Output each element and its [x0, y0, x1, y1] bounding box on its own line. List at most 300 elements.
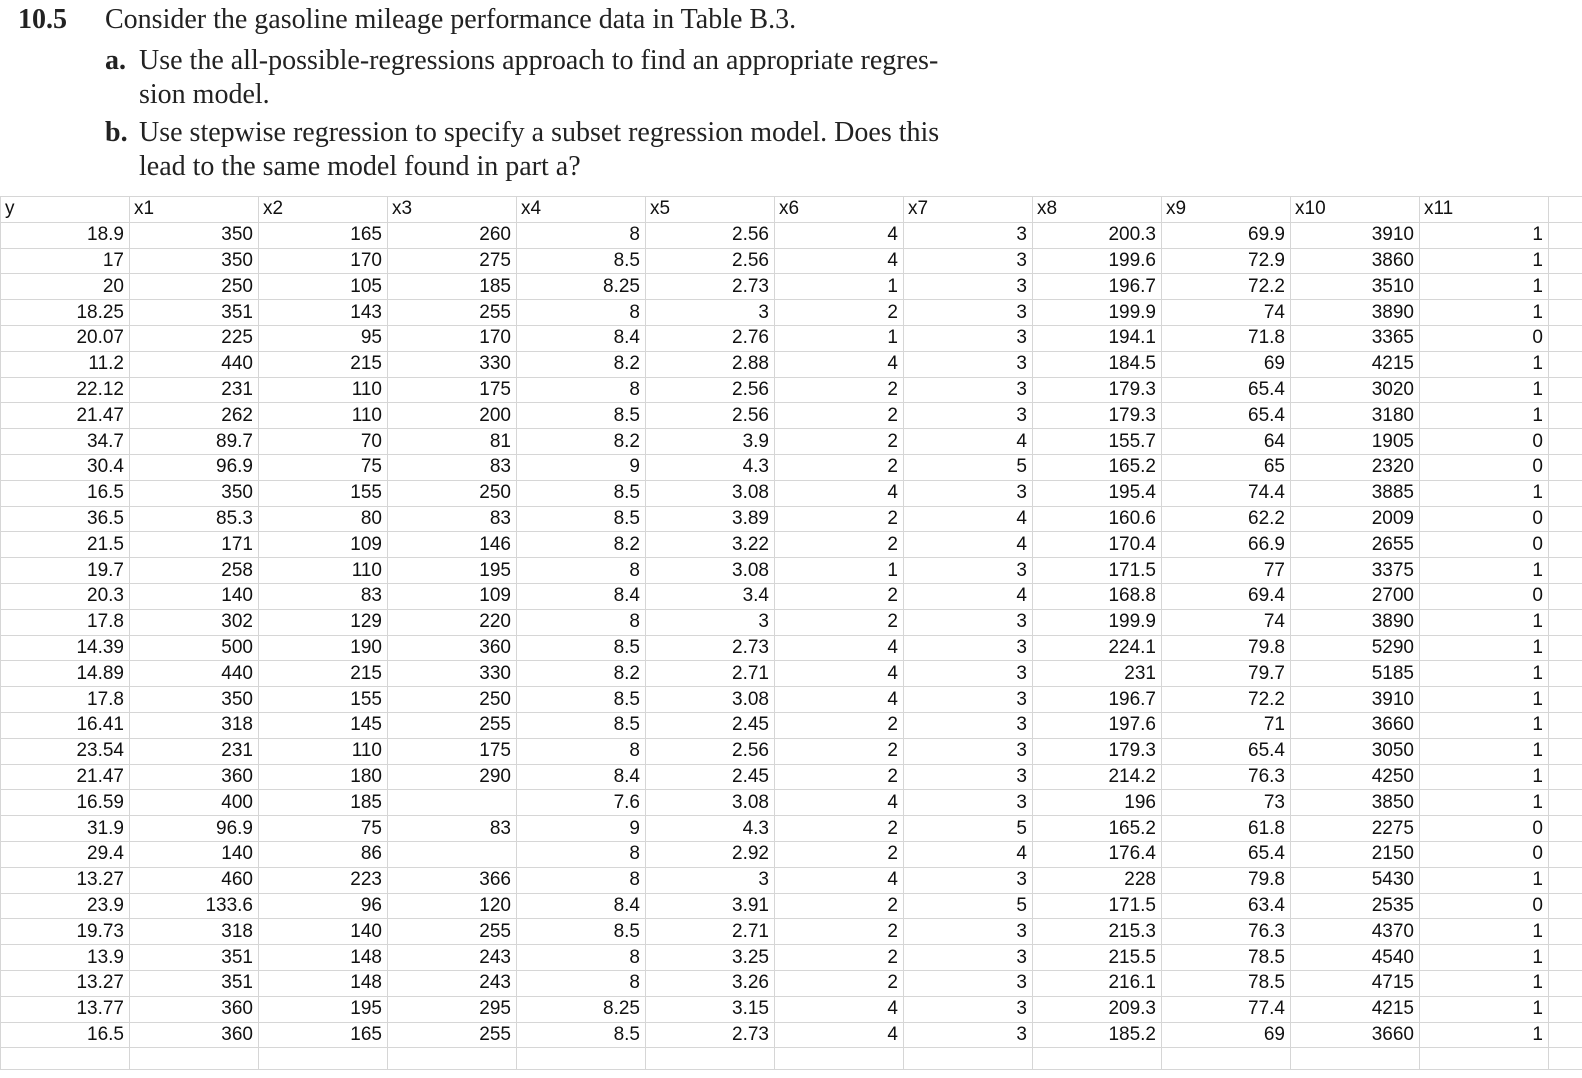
cell-y: 17.8 [1, 687, 130, 713]
cell-x4: 8.5 [517, 712, 646, 738]
part-b-text [139, 116, 1019, 184]
cell-x3: 255 [388, 300, 517, 326]
cell-x10: 3375 [1291, 558, 1420, 584]
cell-x10: 3910 [1291, 222, 1420, 248]
cell-x9: 72.2 [1162, 274, 1291, 300]
cell-y: 20 [1, 274, 130, 300]
cell-x6: 2 [775, 945, 904, 971]
cell-x11: 1 [1420, 300, 1549, 326]
cell-x2: 180 [259, 764, 388, 790]
cell-x7: 4 [904, 583, 1033, 609]
cell-x8: 214.2 [1033, 764, 1162, 790]
cell-x3: 83 [388, 506, 517, 532]
cell-x3: 255 [388, 712, 517, 738]
empty-cell [1549, 1048, 1582, 1070]
cell-x7: 3 [904, 377, 1033, 403]
empty-cell [1549, 429, 1582, 455]
cell-x4: 8.5 [517, 1022, 646, 1048]
cell-x3: 120 [388, 893, 517, 919]
cell-x4: 8.4 [517, 893, 646, 919]
cell-x10: 4715 [1291, 970, 1420, 996]
cell-x5: 2.88 [646, 351, 775, 377]
cell-x10: 3050 [1291, 738, 1420, 764]
empty-cell [1549, 635, 1582, 661]
cell-x8: 171.5 [1033, 893, 1162, 919]
cell-x1: 360 [130, 764, 259, 790]
empty-cell [1549, 222, 1582, 248]
cell-x11: 1 [1420, 351, 1549, 377]
empty-cell [1549, 893, 1582, 919]
cell-x7: 5 [904, 816, 1033, 842]
cell-x1: 440 [130, 351, 259, 377]
cell-x1: 400 [130, 790, 259, 816]
cell-y: 17.8 [1, 609, 130, 635]
cell-x10: 5290 [1291, 635, 1420, 661]
cell-x7: 3 [904, 867, 1033, 893]
cell-x11: 0 [1420, 532, 1549, 558]
cell-x10: 3890 [1291, 300, 1420, 326]
empty-cell [1549, 325, 1582, 351]
cell-x8: 165.2 [1033, 816, 1162, 842]
table-row [1, 764, 1582, 790]
cell-x4: 8 [517, 945, 646, 971]
cell-y: 21.5 [1, 532, 130, 558]
empty-cell [1549, 712, 1582, 738]
cell-x8: 160.6 [1033, 506, 1162, 532]
cell-x7: 3 [904, 558, 1033, 584]
cell-x10: 3660 [1291, 1022, 1420, 1048]
cell-x4: 8 [517, 867, 646, 893]
cell-x7: 3 [904, 945, 1033, 971]
cell-x1: 250 [130, 274, 259, 300]
cell-x1: 302 [130, 609, 259, 635]
cell-x10: 3910 [1291, 687, 1420, 713]
cell-x11: 1 [1420, 403, 1549, 429]
cell-x3: 220 [388, 609, 517, 635]
cell-x11: 1 [1420, 1022, 1549, 1048]
cell-x3 [388, 790, 517, 816]
cell-x1: 258 [130, 558, 259, 584]
cell-x8: 228 [1033, 867, 1162, 893]
cell-x8: 197.6 [1033, 712, 1162, 738]
cell-x8: 196.7 [1033, 274, 1162, 300]
cell-x8: 171.5 [1033, 558, 1162, 584]
cell-x8: 179.3 [1033, 377, 1162, 403]
cell-x5: 2.56 [646, 738, 775, 764]
cell-x6: 2 [775, 377, 904, 403]
cell-x4: 8 [517, 970, 646, 996]
cell-x6: 2 [775, 816, 904, 842]
cell-x7: 3 [904, 248, 1033, 274]
cell-x9: 69 [1162, 351, 1291, 377]
cell-x3: 83 [388, 816, 517, 842]
empty-cell [646, 1048, 775, 1070]
table-row [1, 609, 1582, 635]
cell-x7: 3 [904, 661, 1033, 687]
cell-x5: 3 [646, 867, 775, 893]
cell-x9: 61.8 [1162, 816, 1291, 842]
cell-x10: 4215 [1291, 996, 1420, 1022]
cell-x10: 1905 [1291, 429, 1420, 455]
empty-cell [1033, 1048, 1162, 1070]
cell-y: 31.9 [1, 816, 130, 842]
cell-x10: 2655 [1291, 532, 1420, 558]
cell-x10: 4540 [1291, 945, 1420, 971]
table-row [1, 583, 1582, 609]
cell-x8: 170.4 [1033, 532, 1162, 558]
cell-x2: 170 [259, 248, 388, 274]
table-row [1, 867, 1582, 893]
cell-x1: 351 [130, 945, 259, 971]
cell-x6: 4 [775, 790, 904, 816]
cell-x5: 3 [646, 609, 775, 635]
cell-y: 13.27 [1, 970, 130, 996]
cell-x6: 4 [775, 351, 904, 377]
cell-x2: 185 [259, 790, 388, 816]
table-row [1, 351, 1582, 377]
cell-x3: 109 [388, 583, 517, 609]
problem-stem: Consider the gasoline mileage performance data in Table B.3. [105, 4, 797, 35]
cell-x7: 3 [904, 970, 1033, 996]
cell-x1: 350 [130, 480, 259, 506]
cell-x11: 1 [1420, 712, 1549, 738]
cell-x6: 4 [775, 635, 904, 661]
cell-x11: 1 [1420, 274, 1549, 300]
cell-y: 16.5 [1, 1022, 130, 1048]
cell-y: 20.07 [1, 325, 130, 351]
cell-x4: 7.6 [517, 790, 646, 816]
cell-x2: 105 [259, 274, 388, 300]
cell-x1: 360 [130, 1022, 259, 1048]
table-row [1, 945, 1582, 971]
cell-x6: 2 [775, 403, 904, 429]
table-row [1, 325, 1582, 351]
cell-x2: 110 [259, 403, 388, 429]
table-row [1, 506, 1582, 532]
cell-x9: 79.7 [1162, 661, 1291, 687]
cell-x1: 96.9 [130, 816, 259, 842]
cell-x1: 85.3 [130, 506, 259, 532]
cell-x10: 4215 [1291, 351, 1420, 377]
cell-x9: 72.9 [1162, 248, 1291, 274]
cell-x3: 200 [388, 403, 517, 429]
empty-cell [1549, 454, 1582, 480]
table-row [1, 300, 1582, 326]
empty-cell [1549, 583, 1582, 609]
cell-x11: 1 [1420, 480, 1549, 506]
part-b-line-2: lead to the same model found in part a? [139, 151, 581, 182]
empty-cell [1549, 764, 1582, 790]
empty-cell [1549, 945, 1582, 971]
cell-x2: 75 [259, 816, 388, 842]
cell-y: 14.89 [1, 661, 130, 687]
cell-x9: 64 [1162, 429, 1291, 455]
cell-x8: 176.4 [1033, 841, 1162, 867]
cell-x5: 3.08 [646, 558, 775, 584]
cell-x1: 140 [130, 841, 259, 867]
cell-x6: 2 [775, 841, 904, 867]
cell-y: 21.47 [1, 403, 130, 429]
table-row [1, 377, 1582, 403]
cell-x2: 109 [259, 532, 388, 558]
cell-x2: 215 [259, 661, 388, 687]
cell-x10: 3180 [1291, 403, 1420, 429]
cell-x6: 1 [775, 274, 904, 300]
problem-statement [0, 0, 1582, 196]
table-row [1, 532, 1582, 558]
cell-x10: 3890 [1291, 609, 1420, 635]
cell-x3: 83 [388, 454, 517, 480]
cell-x3: 255 [388, 1022, 517, 1048]
empty-row [1, 1048, 1582, 1070]
cell-x2: 80 [259, 506, 388, 532]
empty-cell [1549, 919, 1582, 945]
cell-x4: 8 [517, 609, 646, 635]
cell-x8: 165.2 [1033, 454, 1162, 480]
problem-number: 10.5 [18, 4, 67, 35]
table-row [1, 790, 1582, 816]
cell-x5: 2.56 [646, 403, 775, 429]
cell-x10: 3020 [1291, 377, 1420, 403]
column-header-x4: x4 [517, 197, 646, 223]
empty-cell [1549, 506, 1582, 532]
empty-cell [1549, 274, 1582, 300]
cell-x8: 199.9 [1033, 300, 1162, 326]
cell-x4: 8 [517, 222, 646, 248]
cell-y: 11.2 [1, 351, 130, 377]
cell-x5: 3.91 [646, 893, 775, 919]
cell-x6: 2 [775, 454, 904, 480]
cell-x7: 5 [904, 454, 1033, 480]
table-body [1, 222, 1582, 1070]
cell-x3: 250 [388, 687, 517, 713]
cell-x9: 65.4 [1162, 403, 1291, 429]
table-row [1, 893, 1582, 919]
cell-y: 19.7 [1, 558, 130, 584]
empty-cell [388, 1048, 517, 1070]
cell-x10: 2700 [1291, 583, 1420, 609]
cell-x3: 81 [388, 429, 517, 455]
empty-cell [1549, 480, 1582, 506]
cell-x9: 72.2 [1162, 687, 1291, 713]
cell-x5: 3.26 [646, 970, 775, 996]
cell-x7: 4 [904, 506, 1033, 532]
cell-y: 34.7 [1, 429, 130, 455]
cell-y: 16.41 [1, 712, 130, 738]
cell-x11: 1 [1420, 635, 1549, 661]
cell-x11: 0 [1420, 816, 1549, 842]
empty-cell [1549, 403, 1582, 429]
cell-x8: 200.3 [1033, 222, 1162, 248]
cell-x2: 155 [259, 687, 388, 713]
table-row [1, 480, 1582, 506]
cell-x3: 243 [388, 970, 517, 996]
cell-x10: 3660 [1291, 712, 1420, 738]
empty-cell [1549, 377, 1582, 403]
table-row [1, 558, 1582, 584]
cell-x4: 8.5 [517, 248, 646, 274]
cell-y: 17 [1, 248, 130, 274]
cell-x2: 223 [259, 867, 388, 893]
table-row [1, 970, 1582, 996]
cell-x11: 1 [1420, 738, 1549, 764]
cell-x10: 2320 [1291, 454, 1420, 480]
cell-x9: 77 [1162, 558, 1291, 584]
cell-x5: 4.3 [646, 454, 775, 480]
cell-x5: 2.56 [646, 248, 775, 274]
cell-y: 36.5 [1, 506, 130, 532]
cell-x2: 140 [259, 919, 388, 945]
cell-x4: 8.5 [517, 480, 646, 506]
cell-y: 13.77 [1, 996, 130, 1022]
empty-cell [1549, 687, 1582, 713]
cell-x5: 3 [646, 300, 775, 326]
cell-x11: 1 [1420, 996, 1549, 1022]
cell-x3: 185 [388, 274, 517, 300]
cell-x2: 165 [259, 1022, 388, 1048]
cell-x6: 2 [775, 429, 904, 455]
cell-x4: 8.2 [517, 532, 646, 558]
cell-x5: 3.15 [646, 996, 775, 1022]
table-row [1, 919, 1582, 945]
cell-x7: 3 [904, 222, 1033, 248]
cell-x11: 1 [1420, 687, 1549, 713]
table-row [1, 635, 1582, 661]
cell-x7: 3 [904, 996, 1033, 1022]
cell-x6: 4 [775, 687, 904, 713]
empty-cell [1549, 558, 1582, 584]
cell-x6: 4 [775, 480, 904, 506]
empty-cell [1162, 1048, 1291, 1070]
cell-x6: 1 [775, 558, 904, 584]
empty-cell [1549, 841, 1582, 867]
cell-x1: 140 [130, 583, 259, 609]
cell-x7: 4 [904, 841, 1033, 867]
cell-x6: 2 [775, 764, 904, 790]
cell-x8: 216.1 [1033, 970, 1162, 996]
cell-x11: 0 [1420, 454, 1549, 480]
cell-x9: 73 [1162, 790, 1291, 816]
column-header-x2: x2 [259, 197, 388, 223]
cell-x3: 175 [388, 377, 517, 403]
cell-x4: 8.4 [517, 583, 646, 609]
cell-x6: 4 [775, 661, 904, 687]
part-a-line-2: sion model. [139, 79, 270, 110]
empty-cell [130, 1048, 259, 1070]
cell-x11: 1 [1420, 661, 1549, 687]
table-row [1, 996, 1582, 1022]
cell-x11: 1 [1420, 867, 1549, 893]
cell-x6: 2 [775, 506, 904, 532]
cell-x2: 110 [259, 558, 388, 584]
table-row [1, 222, 1582, 248]
cell-x2: 215 [259, 351, 388, 377]
cell-x9: 76.3 [1162, 764, 1291, 790]
cell-y: 29.4 [1, 841, 130, 867]
empty-cell [1549, 970, 1582, 996]
cell-x3: 360 [388, 635, 517, 661]
cell-x5: 2.73 [646, 1022, 775, 1048]
cell-x1: 350 [130, 687, 259, 713]
cell-x9: 65.4 [1162, 377, 1291, 403]
cell-x7: 3 [904, 919, 1033, 945]
header-row [1, 197, 1582, 223]
cell-x3: 255 [388, 919, 517, 945]
cell-x4: 8.25 [517, 274, 646, 300]
cell-x1: 351 [130, 300, 259, 326]
cell-x8: 196.7 [1033, 687, 1162, 713]
empty-cell [1549, 1022, 1582, 1048]
cell-x1: 231 [130, 738, 259, 764]
cell-x11: 0 [1420, 429, 1549, 455]
cell-x4: 9 [517, 816, 646, 842]
cell-x6: 2 [775, 300, 904, 326]
table-row [1, 403, 1582, 429]
cell-x6: 2 [775, 893, 904, 919]
cell-x4: 8.5 [517, 403, 646, 429]
cell-x6: 2 [775, 738, 904, 764]
cell-x6: 4 [775, 867, 904, 893]
cell-x5: 2.45 [646, 764, 775, 790]
cell-x5: 3.9 [646, 429, 775, 455]
cell-y: 23.9 [1, 893, 130, 919]
cell-x5: 3.89 [646, 506, 775, 532]
cell-x1: 231 [130, 377, 259, 403]
empty-cell [1549, 996, 1582, 1022]
column-header-x10: x10 [1291, 197, 1420, 223]
cell-x9: 74.4 [1162, 480, 1291, 506]
cell-x9: 74 [1162, 300, 1291, 326]
column-header-x5: x5 [646, 197, 775, 223]
table-row [1, 429, 1582, 455]
cell-x2: 129 [259, 609, 388, 635]
cell-x6: 2 [775, 583, 904, 609]
part-b-label: b. [105, 117, 128, 148]
cell-x7: 3 [904, 687, 1033, 713]
cell-x4: 9 [517, 454, 646, 480]
part-b [105, 116, 1025, 182]
cell-x7: 4 [904, 532, 1033, 558]
cell-x11: 1 [1420, 609, 1549, 635]
cell-x2: 148 [259, 945, 388, 971]
cell-x4: 8.2 [517, 661, 646, 687]
cell-x2: 110 [259, 738, 388, 764]
cell-x1: 440 [130, 661, 259, 687]
cell-x3: 195 [388, 558, 517, 584]
cell-x1: 96.9 [130, 454, 259, 480]
cell-x2: 195 [259, 996, 388, 1022]
part-a-text [139, 44, 1019, 112]
cell-x10: 3510 [1291, 274, 1420, 300]
cell-x7: 3 [904, 764, 1033, 790]
cell-x8: 199.6 [1033, 248, 1162, 274]
cell-x7: 5 [904, 893, 1033, 919]
cell-x11: 1 [1420, 222, 1549, 248]
cell-x3: 175 [388, 738, 517, 764]
cell-x9: 71.8 [1162, 325, 1291, 351]
cell-x5: 3.08 [646, 480, 775, 506]
cell-x9: 79.8 [1162, 867, 1291, 893]
cell-x1: 225 [130, 325, 259, 351]
cell-x4: 8 [517, 738, 646, 764]
cell-x9: 65.4 [1162, 841, 1291, 867]
empty-cell [1549, 609, 1582, 635]
empty-cell [1549, 248, 1582, 274]
cell-x6: 1 [775, 325, 904, 351]
cell-x6: 4 [775, 248, 904, 274]
cell-x5: 3.4 [646, 583, 775, 609]
cell-y: 30.4 [1, 454, 130, 480]
